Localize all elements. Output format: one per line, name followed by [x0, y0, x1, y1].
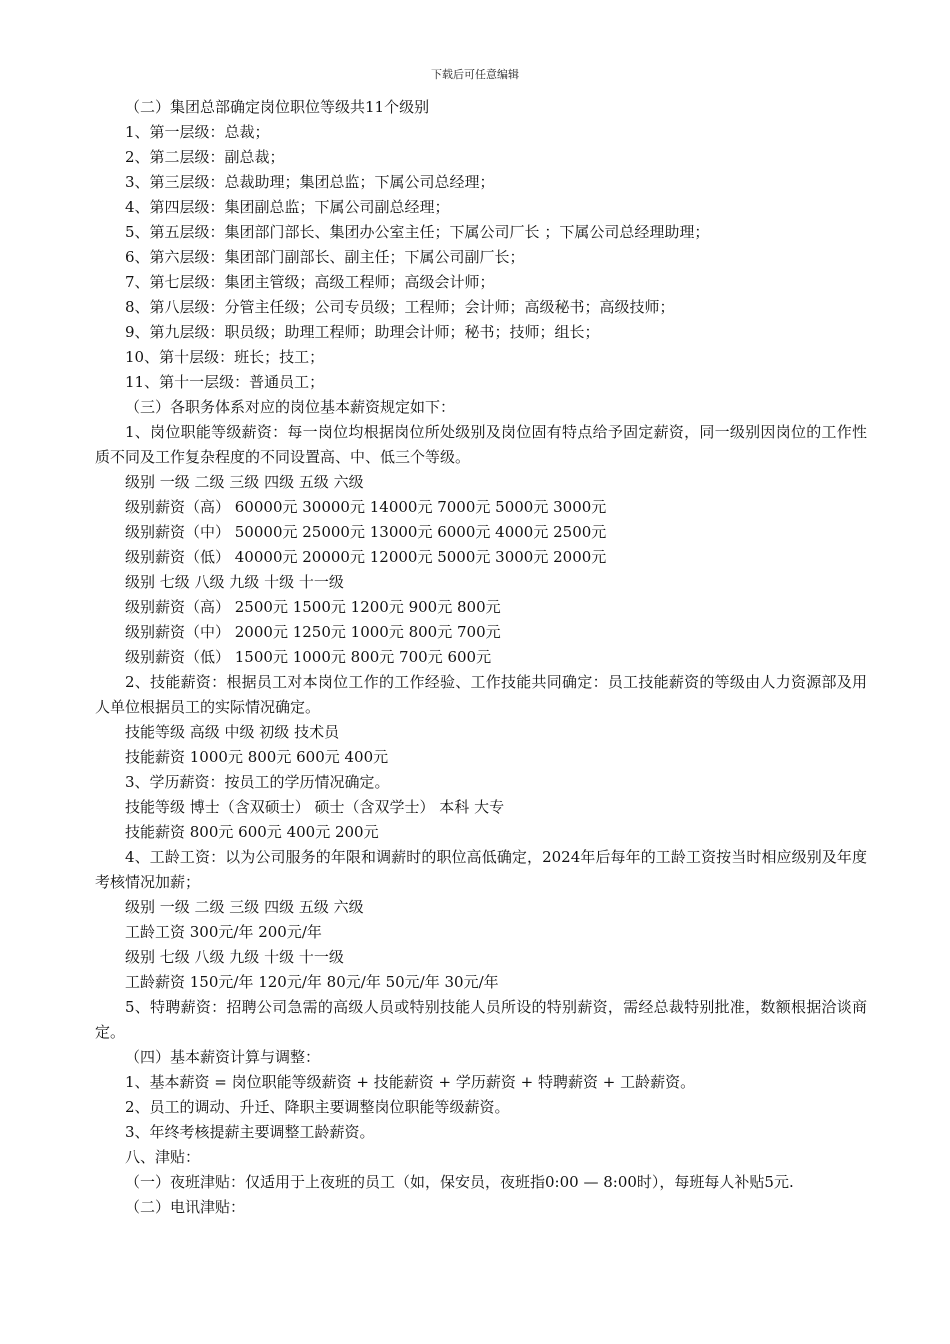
table-line: 级别薪资（中） 50000元 25000元 13000元 6000元 4000元 2500元 — [125, 523, 607, 541]
list-item: 3、第三层级：总裁助理；集团总监；下属公司总经理； — [125, 173, 495, 191]
paragraph: 1、岗位职能等级薪资：每一岗位均根据岗位所处级别及岗位固有特点给予固定薪资，同一级别因岗位的工作性质不同及工作复杂程度的不同设置高、中、低三个等级。 — [95, 423, 867, 466]
section-heading: （二）集团总部确定岗位职位等级共11个级别 — [125, 98, 430, 116]
paragraph: （一）夜班津贴：仅适用于上夜班的员工（如，保安员，夜班指0:00 — 8:00时），每班每人补贴5元. — [125, 1173, 794, 1191]
paragraph: 4、工龄工资：以为公司服务的年限和调薪时的职位高低确定，2024年后每年的工龄工资按当时相应级别及年度考核情况加薪； — [95, 848, 867, 891]
table-line: 级别 一级 二级 三级 四级 五级 六级 — [125, 473, 364, 491]
section-heading: 八、津贴： — [125, 1148, 201, 1166]
list-item: 4、第四层级：集团副总监；下属公司副总经理； — [125, 198, 450, 216]
table-line: 级别薪资（低） 1500元 1000元 800元 700元 600元 — [125, 648, 492, 666]
list-item: 7、第七层级：集团主管级；高级工程师；高级会计师； — [125, 273, 495, 291]
list-item: 11、第十一层级：普通员工； — [125, 373, 325, 391]
table-line: 技能薪资 800元 600元 400元 200元 — [125, 823, 379, 841]
section-heading: （二）电讯津贴： — [125, 1198, 246, 1216]
table-line: 技能等级 高级 中级 初级 技术员 — [125, 723, 340, 741]
table-line: 级别 一级 二级 三级 四级 五级 六级 — [125, 898, 364, 916]
section-heading: （三）各职务体系对应的岗位基本薪资规定如下： — [125, 398, 456, 416]
paragraph: 5、特聘薪资：招聘公司急需的高级人员或特别技能人员所设的特别薪资，需经总裁特别批准，数额根据洽谈商定。 — [95, 998, 867, 1041]
list-item: 5、第五层级：集团部门部长、集团办公室主任；下属公司厂长 ；下属公司总经理助理； — [125, 223, 710, 241]
table-line: 技能等级 博士（含双硕士） 硕士（含双学士） 本科 大专 — [125, 798, 505, 816]
list-item: 9、第九层级：职员级；助理工程师；助理会计师；秘书；技师；组长； — [125, 323, 600, 341]
list-item: 1、基本薪资 = 岗位职能等级薪资 + 技能薪资 + 学历薪资 + 特聘薪资 + 工龄薪资。 — [125, 1073, 696, 1091]
table-line: 级别 七级 八级 九级 十级 十一级 — [125, 948, 344, 966]
table-line: 工龄薪资 150元/年 120元/年 80元/年 50元/年 30元/年 — [125, 973, 499, 991]
table-line: 级别薪资（高） 60000元 30000元 14000元 7000元 5000元 3000元 — [125, 498, 607, 516]
document-body — [95, 95, 867, 1220]
paragraph: 2、技能薪资：根据员工对本岗位工作的工作经验、工作技能共同确定：员工技能薪资的等级由人力资源部及用人单位根据员工的实际情况确定。 — [95, 673, 867, 716]
list-item: 8、第八层级：分管主任级；公司专员级；工程师；会计师；高级秘书；高级技师； — [125, 298, 675, 316]
page-header: 下载后可任意编辑 — [431, 68, 519, 81]
table-line: 级别薪资（高） 2500元 1500元 1200元 900元 800元 — [125, 598, 501, 616]
list-item: 6、第六层级：集团部门副部长、副主任；下属公司副厂长； — [125, 248, 525, 266]
list-item: 3、学历薪资：按员工的学历情况确定。 — [125, 773, 390, 791]
table-line: 级别 七级 八级 九级 十级 十一级 — [125, 573, 344, 591]
list-item: 1、第一层级：总裁； — [125, 123, 270, 141]
table-line: 级别薪资（低） 40000元 20000元 12000元 5000元 3000元 2000元 — [125, 548, 607, 566]
section-heading: （四）基本薪资计算与调整： — [125, 1048, 321, 1066]
list-item: 3、年终考核提薪主要调整工龄薪资。 — [125, 1123, 375, 1141]
table-line: 工龄工资 300元/年 200元/年 — [125, 923, 322, 941]
list-item: 10、第十层级：班长；技工； — [125, 348, 325, 366]
table-line: 级别薪资（中） 2000元 1250元 1000元 800元 700元 — [125, 623, 501, 641]
list-item: 2、员工的调动、升迁、降职主要调整岗位职能等级薪资。 — [125, 1098, 510, 1116]
table-line: 技能薪资 1000元 800元 600元 400元 — [125, 748, 389, 766]
list-item: 2、第二层级：副总裁； — [125, 148, 285, 166]
